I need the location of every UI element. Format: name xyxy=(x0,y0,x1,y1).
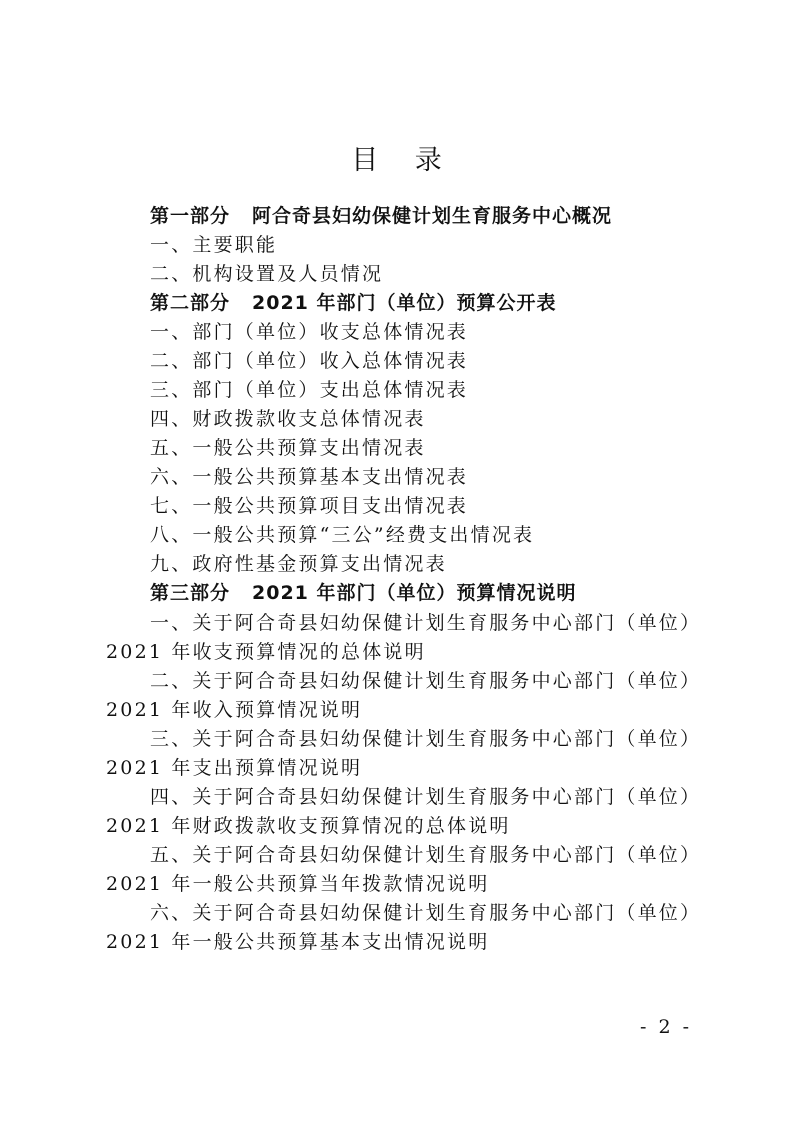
toc-item-line-1[interactable]: 三、关于阿合奇县妇幼保健计划生育服务中心部门（单位） xyxy=(150,728,702,750)
toc-item-line-1[interactable]: 四、关于阿合奇县妇幼保健计划生育服务中心部门（单位） xyxy=(150,786,702,808)
page-number: - 2 - xyxy=(640,1016,693,1038)
toc-item[interactable]: 九、政府性基金预算支出情况表 xyxy=(150,553,447,575)
part-title: 阿合奇县妇幼保健计划生育服务中心概况 xyxy=(252,205,613,227)
toc-item[interactable]: 五、一般公共预算支出情况表 xyxy=(150,437,426,459)
part-title: 2021 年部门（单位）预算公开表 xyxy=(252,292,557,314)
toc-item-line-2[interactable]: 2021 年收支预算情况的总体说明 xyxy=(106,641,426,663)
toc-item-line-1[interactable]: 六、关于阿合奇县妇幼保健计划生育服务中心部门（单位） xyxy=(150,902,702,924)
part-title: 2021 年部门（单位）预算情况说明 xyxy=(252,582,577,604)
toc-item[interactable]: 一、主要职能 xyxy=(150,234,278,256)
toc-item-line-1[interactable]: 五、关于阿合奇县妇幼保健计划生育服务中心部门（单位） xyxy=(150,844,702,866)
toc-item[interactable]: 三、部门（单位）支出总体情况表 xyxy=(150,379,469,401)
toc-item-line-2[interactable]: 2021 年收入预算情况说明 xyxy=(106,699,363,721)
toc-part-2[interactable] xyxy=(150,291,557,315)
toc-item-line-1[interactable]: 二、关于阿合奇县妇幼保健计划生育服务中心部门（单位） xyxy=(150,670,702,692)
toc-item-line-1[interactable]: 一、关于阿合奇县妇幼保健计划生育服务中心部门（单位） xyxy=(150,612,702,634)
toc-item[interactable]: 六、一般公共预算基本支出情况表 xyxy=(150,466,469,488)
toc-item[interactable]: 七、一般公共预算项目支出情况表 xyxy=(150,495,469,517)
toc-item-line-2[interactable]: 2021 年一般公共预算当年拨款情况说明 xyxy=(106,873,490,895)
toc-item[interactable]: 一、部门（单位）收支总体情况表 xyxy=(150,321,469,343)
toc-item[interactable]: 四、财政拨款收支总体情况表 xyxy=(150,408,426,430)
toc-item[interactable]: 二、部门（单位）收入总体情况表 xyxy=(150,350,469,372)
part-label: 第一部分 xyxy=(150,205,231,227)
toc-part-3[interactable] xyxy=(150,581,577,605)
toc-item[interactable]: 八、一般公共预算“三公”经费支出情况表 xyxy=(150,524,535,546)
page-title: 目 录 xyxy=(351,145,456,176)
part-label: 第二部分 xyxy=(150,292,231,314)
part-label: 第三部分 xyxy=(150,582,231,604)
toc-item-line-2[interactable]: 2021 年支出预算情况说明 xyxy=(106,757,363,779)
toc-part-1[interactable] xyxy=(150,204,612,228)
toc-item-line-2[interactable]: 2021 年一般公共预算基本支出情况说明 xyxy=(106,931,490,953)
toc-item[interactable]: 二、机构设置及人员情况 xyxy=(150,263,384,285)
toc-item-line-2[interactable]: 2021 年财政拨款收支预算情况的总体说明 xyxy=(106,815,511,837)
